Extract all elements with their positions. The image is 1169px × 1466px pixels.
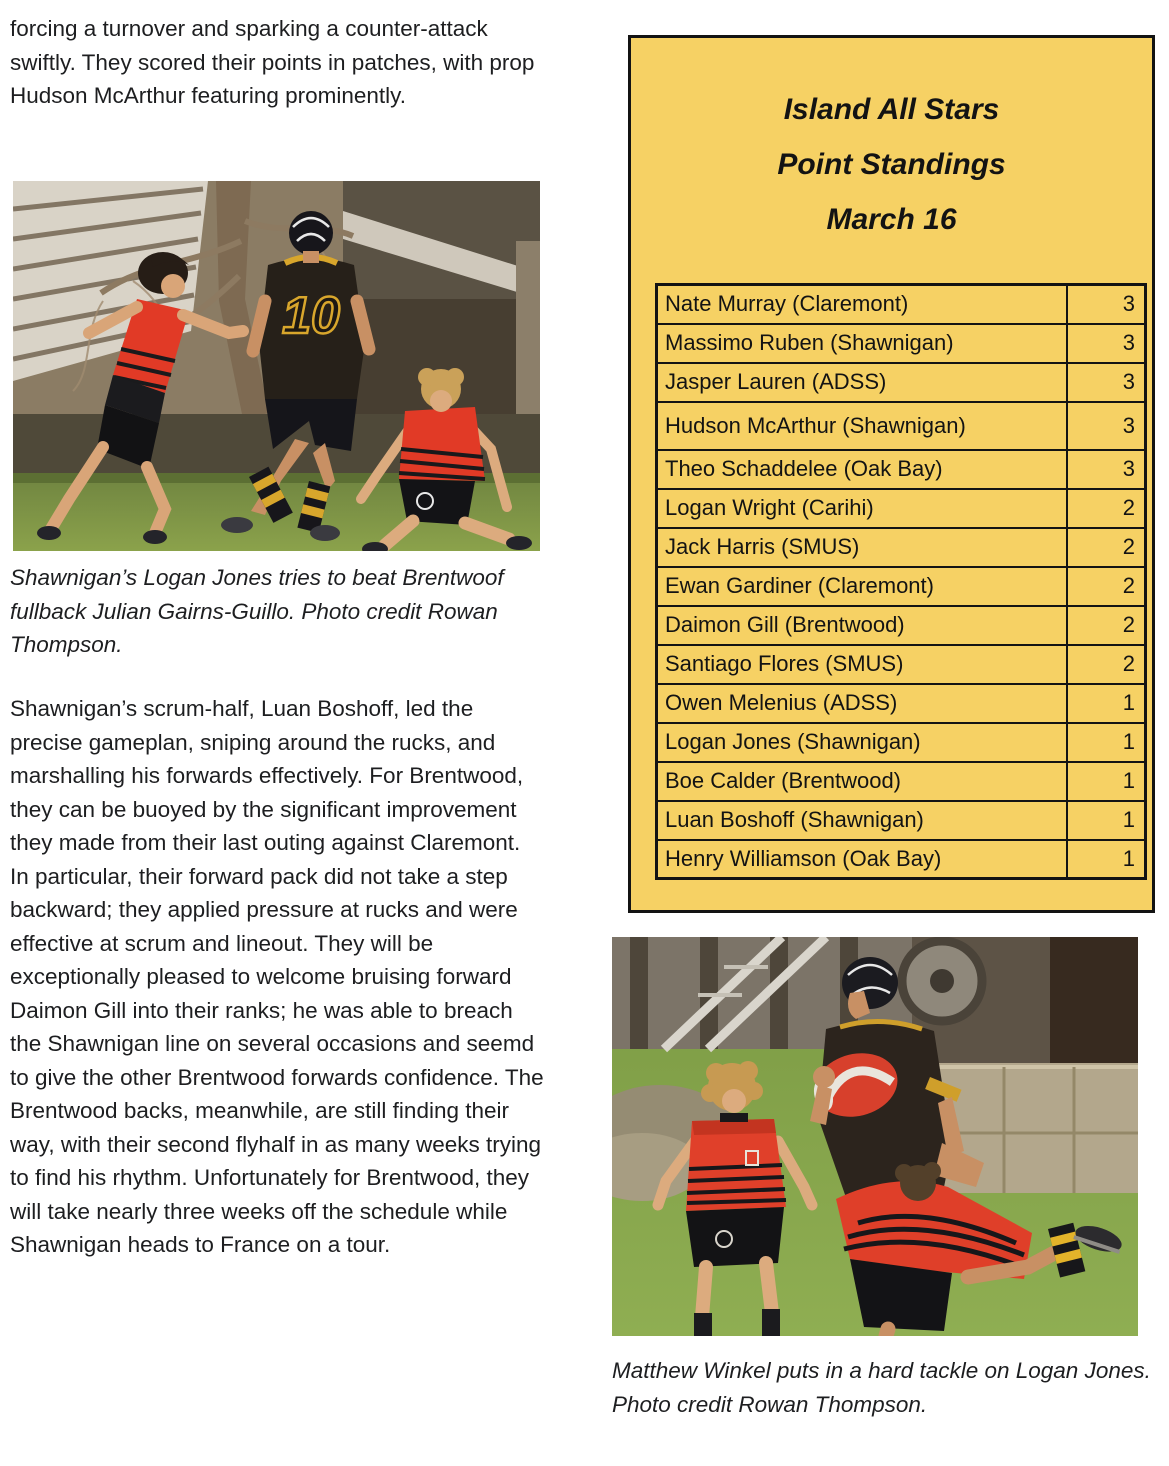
table-row: [657, 402, 1146, 450]
photo-2-caption: Matthew Winkel puts in a hard tackle on Logan Jones. Photo credit Rowan Thompson.: [612, 1358, 1151, 1417]
table-row: [657, 528, 1146, 567]
rugby-photo-2: [612, 937, 1138, 1336]
table-row: [657, 723, 1146, 762]
player-points: 3: [1067, 450, 1146, 489]
player-name: Nate Murray (Claremont): [657, 285, 1068, 324]
table-row: [657, 363, 1146, 402]
standings-title-line-2: Point Standings: [777, 148, 1006, 181]
player-name: Boe Calder (Brentwood): [657, 762, 1068, 801]
player-points: 2: [1067, 489, 1146, 528]
table-row: [657, 489, 1146, 528]
player-name: Logan Wright (Carihi): [657, 489, 1068, 528]
player-name: Massimo Ruben (Shawnigan): [657, 324, 1068, 363]
player-name: Henry Williamson (Oak Bay): [657, 840, 1068, 879]
table-row: [657, 567, 1146, 606]
table-row: [657, 801, 1146, 840]
table-row: [657, 324, 1146, 363]
standings-title-line-3: March 16: [826, 203, 957, 236]
player-name: Santiago Flores (SMUS): [657, 645, 1068, 684]
article-paragraph-main: Shawnigan’s scrum-half, Luan Boshoff, led the precise gameplan, sniping around the rucks, and marshalling his forwards effectively. For Brentwood, they can be buoyed by the significant improvement they made from their last outing against Claremont. In particular, their forward pack did not take a step backward; they applied pressure at rucks and were effective at scrum and lineout. They will be exceptionally pleased to welcome bruising forward Daimon Gill into their ranks; he was able to breach the Shawnigan line on several occasions and seemd to give the other Brentwood forwards confidence. The Brentwood backs, meanwhile, are still finding their way, with their second flyhalf in as many weeks trying to find his rhythm. Unfortunately for Brentwood, they will take nearly three weeks off the schedule while Shawnigan heads to France on a tour.: [10, 696, 544, 1257]
player-name: Theo Schaddelee (Oak Bay): [657, 450, 1068, 489]
player-name: Jasper Lauren (ADSS): [657, 363, 1068, 402]
rugby-photo-1: [13, 181, 540, 551]
player-name: Hudson McArthur (Shawnigan): [657, 402, 1068, 450]
player-points: 2: [1067, 528, 1146, 567]
standings-title: [631, 82, 1152, 247]
table-row: [657, 645, 1146, 684]
table-row: [657, 684, 1146, 723]
rugby-photo-1-illustration: [13, 181, 540, 551]
player-points: 1: [1067, 684, 1146, 723]
player-points: 1: [1067, 801, 1146, 840]
player-points: 3: [1067, 285, 1146, 324]
standings-panel: [628, 35, 1155, 913]
player-points: 2: [1067, 606, 1146, 645]
player-points: 2: [1067, 645, 1146, 684]
svg-text:10: 10: [282, 287, 340, 345]
player-name: Jack Harris (SMUS): [657, 528, 1068, 567]
article-paragraph-lead: forcing a turnover and sparking a counter-attack swiftly. They scored their points in patches, with prop Hudson McArthur featuring prominently.: [10, 16, 535, 108]
player-name: Logan Jones (Shawnigan): [657, 723, 1068, 762]
player-name: Ewan Gardiner (Claremont): [657, 567, 1068, 606]
table-row: [657, 285, 1146, 324]
player-points: 2: [1067, 567, 1146, 606]
standings-table: [655, 283, 1147, 880]
table-row: [657, 840, 1146, 879]
player-name: Luan Boshoff (Shawnigan): [657, 801, 1068, 840]
player-name: Owen Melenius (ADSS): [657, 684, 1068, 723]
player-points: 3: [1067, 363, 1146, 402]
player-points: 3: [1067, 402, 1146, 450]
player-name: Daimon Gill (Brentwood): [657, 606, 1068, 645]
rugby-photo-2-illustration: [612, 937, 1138, 1336]
table-row: [657, 762, 1146, 801]
photo-1-caption: Shawnigan’s Logan Jones tries to beat Brentwoof fullback Julian Gairns-Guillo. Photo credit Rowan Thompson.: [10, 565, 504, 657]
standings-title-line-1: Island All Stars: [783, 93, 1000, 126]
table-row: [657, 450, 1146, 489]
player-points: 1: [1067, 762, 1146, 801]
table-row: [657, 606, 1146, 645]
player-points: 3: [1067, 324, 1146, 363]
player-points: 1: [1067, 723, 1146, 762]
player-points: 1: [1067, 840, 1146, 879]
